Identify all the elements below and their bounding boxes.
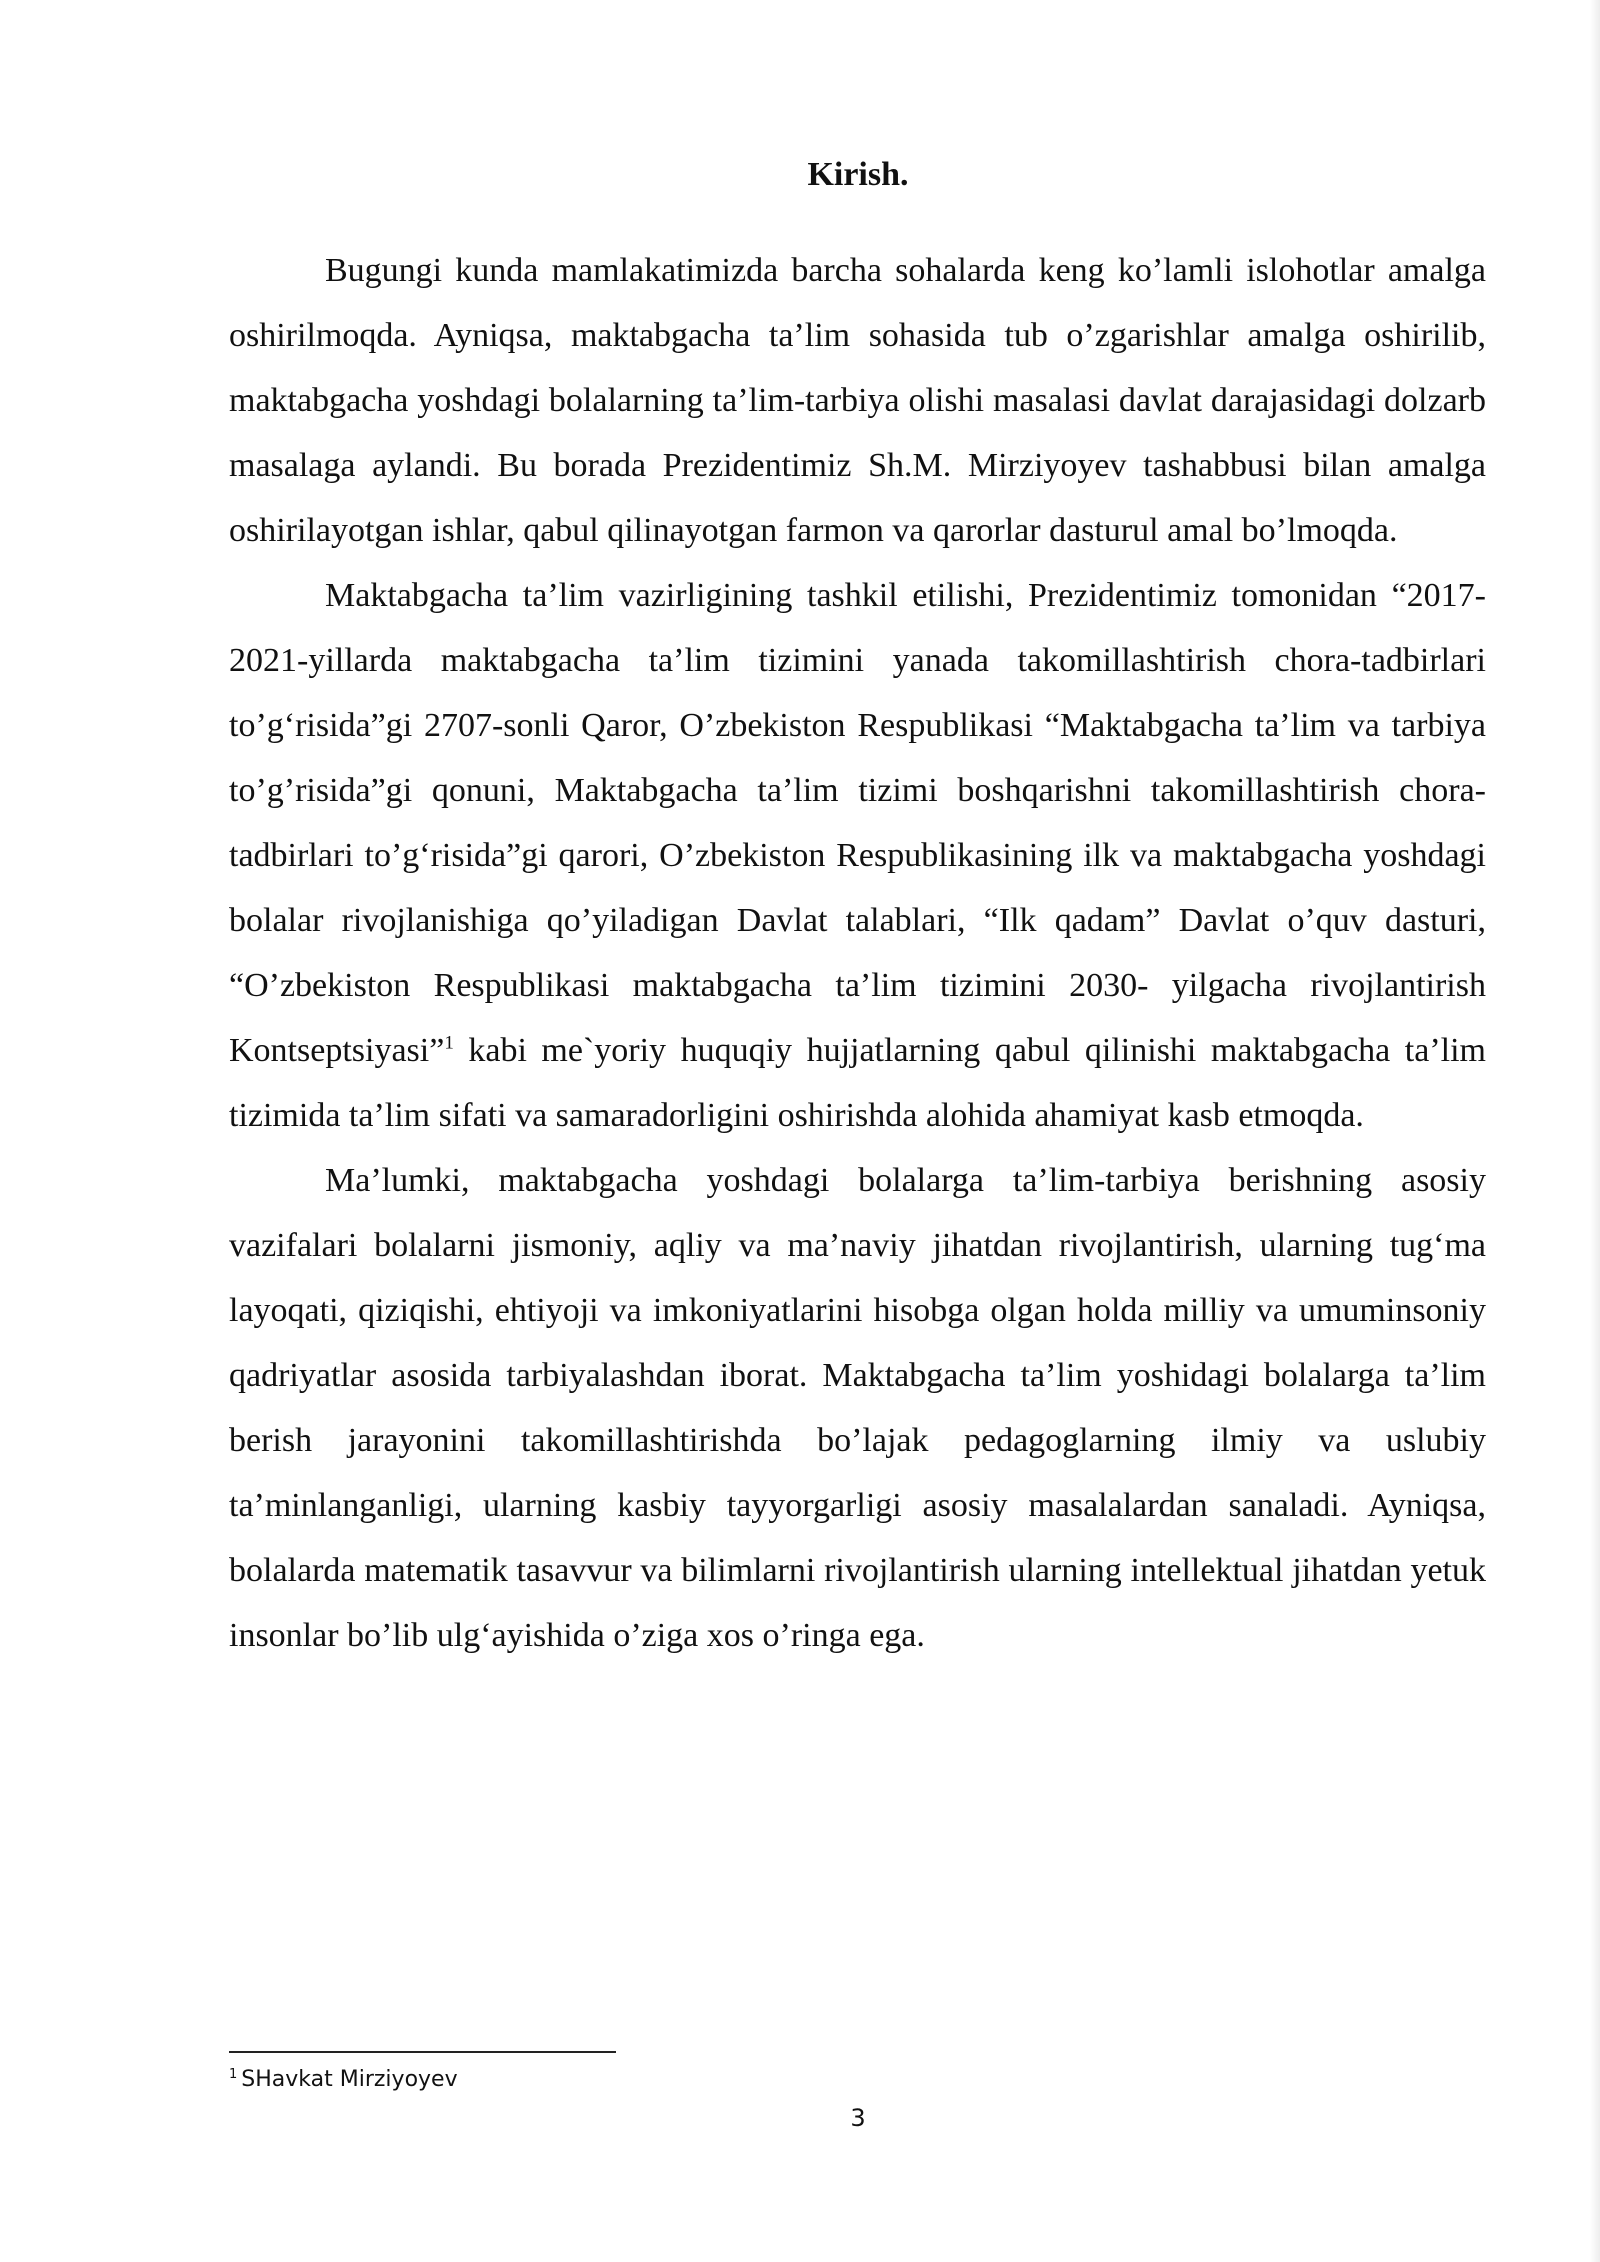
page-number: 3	[850, 2104, 866, 2132]
footnote-reference: 1	[444, 1032, 454, 1054]
page-edge-shadow	[1590, 0, 1600, 2262]
paragraph-2-text-continued: kabi me`yoriy huquqiy hujjatlarning qabul qilinishi maktabgacha ta’lim tizimida ta’lim sifati va samaradorligini oshirishda alohida ahamiyat kasb etmoqda.	[229, 1032, 1486, 1134]
paragraph-2-text: Maktabgacha ta’lim vazirligining tashkil etilishi, Prezidentimiz tomonidan “2017-2021-yillarda maktabgacha ta’lim tizimini yanada takomillashtirish chora-tadbirlari to’g‘risida”gi 2707-sonli Qaror, O’zbekiston Respublikasi “Maktabgacha ta’lim va tarbiya to’g’risida”gi qonuni, Maktabgacha ta’lim tizimi boshqarishni takomillashtirish chora-tadbirlari to’g‘risida”gi qarori, O’zbekiston Respublikasining ilk va maktabgacha yoshdagi bolalar rivojlanishiga qo’yiladigan Davlat talablari, “Ilk qadam” Davlat o’quv dasturi, “O’zbekiston Respublikasi maktabgacha ta’lim tizimini 2030- yilgacha rivojlantirish Kontseptsiyasi”	[229, 577, 1486, 1069]
paragraph-2	[229, 563, 1486, 1148]
footnote-separator	[229, 2051, 616, 2053]
paragraph-3: Ma’lumki, maktabgacha yoshdagi bolalarga ta’lim-tarbiya berishning asosiy vazifalari bolalarni jismoniy, aqliy va ma’naviy jihatdan rivojlantirish, ularning tug‘ma layoqati, qiziqishi, ehtiyoji va imkoniyatlarini hisobga olgan holda milliy va umuminsoniy qadriyatlar asosida tarbiyalashdan iborat. Maktabgacha ta’lim yoshidagi bolalarga ta’lim berish jarayonini takomillashtirishda bo’lajak pedagoglarning ilmiy va uslubiy ta’minlanganligi, ularning kasbiy tayyorgarligi asosiy masalalardan sanaladi. Ayniqsa, bolalarda matematik tasavvur va bilimlarni rivojlantirish ularning intellektual jihatdan yetuk insonlar bo’lib ulg‘ayishida o’ziga xos o’ringa ega.	[229, 1162, 1486, 1654]
footnote-mark: 1	[229, 2066, 238, 2082]
footnote	[229, 2066, 458, 2094]
paragraph-1: Bugungi kunda mamlakatimizda barcha sohalarda keng ko’lamli islohotlar amalga oshirilmoqda. Ayniqsa, maktabgacha ta’lim sohasida tub o’zgarishlar amalga oshirilib, maktabgacha yoshdagi bolalarning ta’lim-tarbiya olishi masalasi davlat darajasidagi dolzarb masalaga aylandi. Bu borada Prezidentimiz Sh.M. Mirziyoyev tashabbusi bilan amalga oshirilayotgan ishlar, qabul qilinayotgan farmon va qarorlar dasturul amal bo’lmoqda.	[229, 252, 1486, 549]
footnote-text: SHavkat Mirziyoyev	[241, 2067, 458, 2092]
body-text	[229, 238, 1486, 1668]
section-heading: Kirish.	[807, 156, 909, 193]
